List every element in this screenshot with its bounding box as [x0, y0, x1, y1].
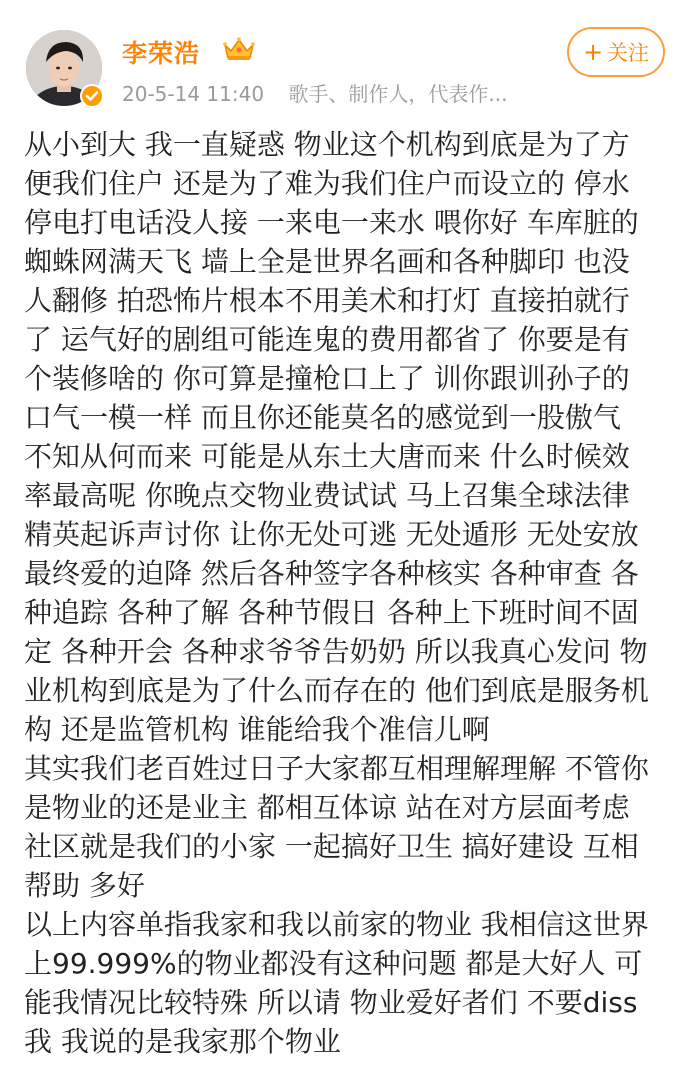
follow-button[interactable]	[567, 27, 665, 77]
post-body-line: 社区就是我们的小家 一起搞好卫生 搞好建设 互相	[24, 830, 639, 863]
post-body-line: 停电打电话没人接 一来电一来水 喂你好 车库脏的	[24, 206, 639, 239]
post-body-line: 便我们住户 还是为了难为我们住户而设立的 停水	[24, 167, 630, 200]
post-body-line: 从小到大 我一直疑惑 物业这个机构到底是为了方	[24, 128, 630, 161]
author-avatar[interactable]	[26, 30, 102, 106]
post-body-line: 上99.999%的物业都没有这种问题 都是大好人 可	[24, 947, 643, 980]
post-header	[0, 0, 690, 122]
post-body-line: 人翻修 拍恐怖片根本不用美术和打灯 直接拍就行	[24, 284, 630, 317]
post-body-line: 个装修啥的 你可算是撞枪口上了 训你跟训孙子的	[24, 362, 630, 395]
post-body-line: 是物业的还是业主 都相互体谅 站在对方层面考虑	[24, 791, 630, 824]
post-body-line: 定 各种开会 各种求爷爷告奶奶 所以我真心发问 物	[24, 635, 648, 668]
verified-badge-icon	[80, 84, 104, 108]
crown-icon[interactable]	[222, 36, 256, 62]
post-body	[24, 125, 674, 1061]
post-body-line: 率最高呢 你晚点交物业费试试 马上召集全球法律	[24, 479, 630, 512]
post-body-line: 其实我们老百姓过日子大家都互相理解理解 不管你	[24, 752, 649, 785]
post-body-line: 不知从何而来 可能是从东土大唐而来 什么时候效	[24, 440, 630, 473]
author-name[interactable]: 李荣浩	[122, 39, 201, 68]
post-body-line: 蜘蛛网满天飞 墙上全是世界名画和各种脚印 也没	[24, 245, 630, 278]
post-body-line: 以上内容单指我家和我以前家的物业 我相信这世界	[24, 908, 649, 941]
post-body-line: 了 运气好的剧组可能连鬼的费用都省了 你要是有	[24, 323, 630, 356]
plus-icon: +	[582, 38, 604, 66]
post-body-line: 种追踪 各种了解 各种节假日 各种上下班时间不固	[24, 596, 639, 629]
follow-label: 关注	[607, 41, 650, 65]
post-body-line: 帮助 多好	[24, 869, 145, 902]
post-meta	[122, 78, 508, 107]
post-time[interactable]: 20-5-14 11:40	[122, 82, 265, 106]
post-body-line: 业机构到底是为了什么而存在的 他们到底是服务机	[24, 674, 649, 707]
post-body-line: 口气一模一样 而且你还能莫名的感觉到一股傲气	[24, 401, 621, 434]
post-body-line: 构 还是监管机构 谁能给我个准信儿啊	[24, 713, 490, 746]
post-body-line: 精英起诉声讨你 让你无处可逃 无处遁形 无处安放	[24, 518, 639, 551]
post-body-line: 最终爱的迫降 然后各种签字各种核实 各种审查 各	[24, 557, 639, 590]
post-body-line: 能我情况比较特殊 所以请 物业爱好者们 不要diss	[24, 986, 638, 1019]
author-bio: 歌手、制作人，代表作...	[288, 82, 508, 106]
post-body-line: 我 我说的是我家那个物业	[24, 1025, 341, 1058]
